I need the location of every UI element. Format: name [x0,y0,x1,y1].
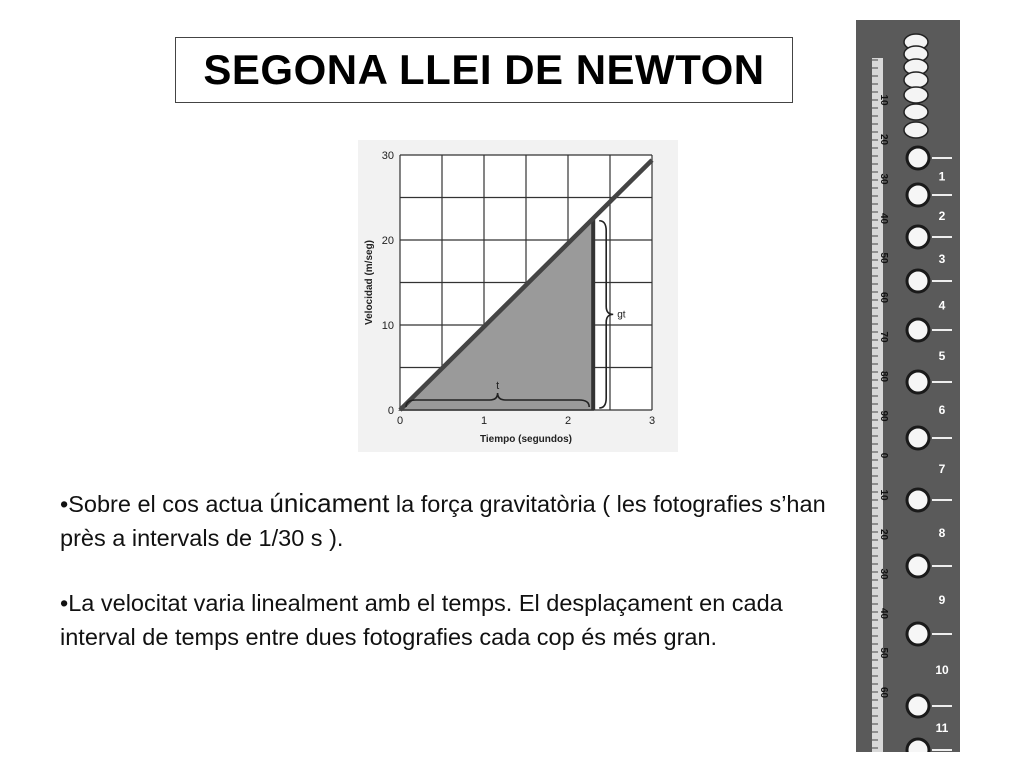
ball-image [904,72,928,88]
ruler-number: 90 [878,410,889,422]
ball-image [907,371,929,393]
ruler-number: 20 [878,528,889,541]
y-tick-label: 0 [387,405,394,417]
ball-image [907,184,929,206]
ball-label: 7 [938,462,946,476]
ball-image [904,87,928,103]
gt-label: gt [617,309,626,321]
chart-svg [358,140,678,452]
ruler-number: 60 [878,291,889,304]
y-tick-label: 20 [381,235,394,247]
ball-image [907,270,929,292]
x-tick-label: 1 [480,415,488,427]
ball-label: 5 [938,349,946,363]
ball-image [907,427,929,449]
ruler-number: 10 [878,489,889,501]
ball-image [907,147,929,169]
ruler-number: 50 [878,647,889,659]
y-tick-label: 30 [381,150,394,162]
ruler-number: 30 [878,568,889,580]
ball-label: 1 [938,169,946,184]
bullet-list [60,486,850,685]
ball-image [904,104,928,120]
ball-image [907,489,929,511]
ball-image [907,319,929,341]
ball-image [904,122,928,138]
page-title: SEGONA LLEI DE NEWTON [203,46,765,93]
ruler-number: 10 [878,94,889,106]
ball-label: 8 [938,526,946,540]
ball-label: 4 [938,298,946,313]
ruler-number: 30 [878,173,889,185]
ball-image [907,739,929,752]
ball-label: 9 [938,593,946,607]
ruler-number: 20 [878,133,889,146]
ruler-number: 40 [878,607,889,620]
ball-label: 3 [938,252,946,266]
photo-strip-svg [856,20,960,752]
ruler-number: 0 [878,452,889,459]
bullet-1-post: la força gravitatòria ( les fotografies s’han près a intervals de 1/30 s ). [60,491,826,551]
ruler-number: 80 [878,370,889,383]
bullet-2: •La velocitat varia linealment amb el temps. El desplaçament en cada interval de temps entre dues fotografies cada cop és més gran. [60,590,783,650]
ball-label: 10 [935,663,949,677]
ball-image [907,555,929,577]
x-axis-label: Tiempo (segundos) [479,434,573,445]
ball-image [907,623,929,645]
ruler-number: 70 [878,331,889,343]
ball-label: 11 [935,721,949,735]
title-box [175,37,793,103]
y-tick-label: 10 [381,320,394,332]
t-label: t [496,380,500,392]
velocity-time-chart [358,140,678,452]
ball-image [907,695,929,717]
stroboscopic-photo [856,20,960,752]
x-tick-label: 3 [648,415,656,427]
x-tick-label: 0 [396,415,404,427]
ruler-number: 60 [878,686,889,699]
bullet-1-emphasis: únicament [269,488,390,518]
y-axis-label: Velocidad (m/seg) [364,239,375,326]
bullet-1-pre: •Sobre el cos actua [60,491,270,517]
ruler-number: 50 [878,252,889,264]
bullet-1 [60,486,850,555]
ball-label: 6 [938,403,946,417]
ball-label: 2 [938,209,946,223]
ruler-number: 40 [878,212,889,225]
x-tick-label: 2 [564,415,572,427]
ball-image [907,226,929,248]
